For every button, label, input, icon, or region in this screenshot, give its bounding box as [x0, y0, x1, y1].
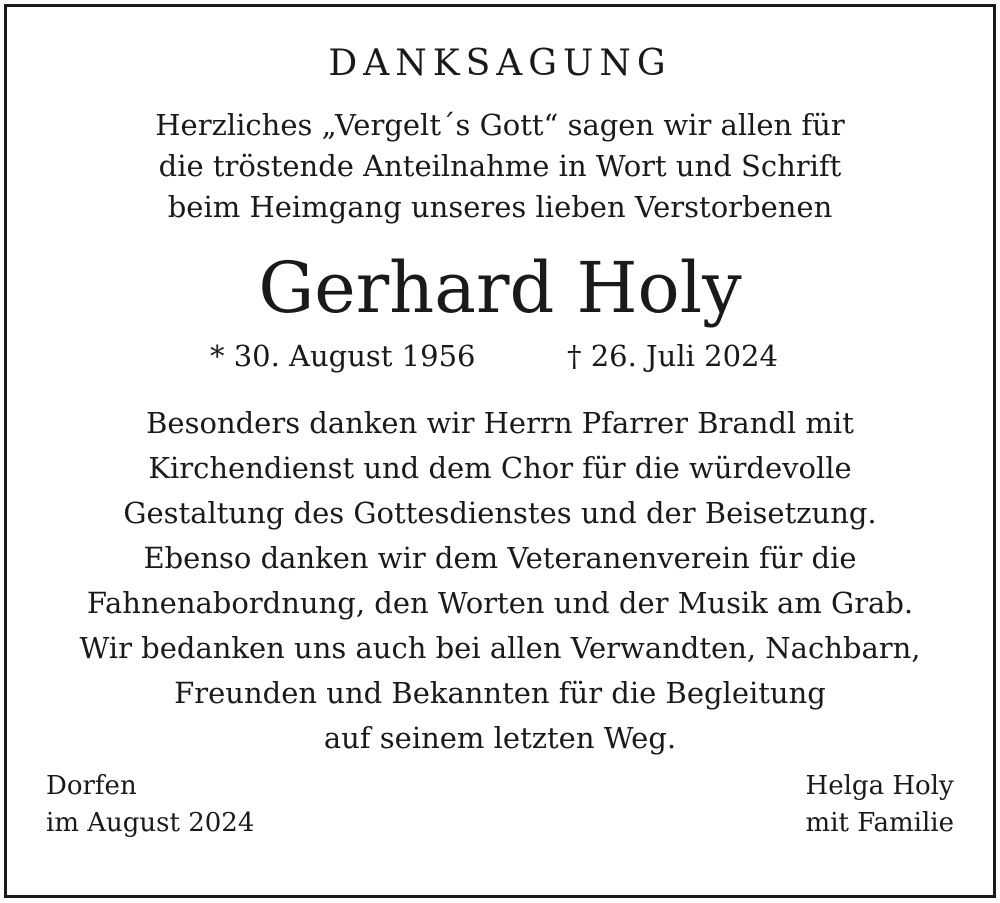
notice-heading: DANKSAGUNG	[328, 43, 672, 84]
thanks-line: Gestaltung des Gottesdienstes und der Beisetzung.	[123, 496, 877, 530]
death-date: † 26. Juli 2024	[567, 339, 778, 373]
thanks-line: Freunden und Bekannten für die Begleitung	[174, 676, 826, 710]
intro-line: beim Heimgang unseres lieben Verstorbenen	[167, 190, 833, 224]
intro-line: die tröstende Anteilnahme in Wort und Schrift	[158, 149, 842, 183]
thanks-line: Kirchendienst und dem Chor für die würdevolle	[148, 451, 852, 485]
deceased-name: Gerhard Holy	[258, 247, 742, 329]
thanks-text	[0, 401, 1000, 761]
signer-family: mit Familie	[805, 808, 954, 838]
place: Dorfen	[46, 771, 137, 801]
signer-name: Helga Holy	[805, 771, 954, 801]
intro-line: Herzliches „Vergelt´s Gott“ sagen wir allen für	[155, 108, 845, 142]
thanks-line: Fahnenabordnung, den Worten und der Musik am Grab.	[86, 586, 914, 620]
thanks-line: Ebenso danken wir dem Veteranenverein für die	[143, 541, 857, 575]
date: im August 2024	[46, 808, 255, 838]
thanks-line: Besonders danken wir Herrn Pfarrer Brandl mit	[146, 406, 854, 440]
thanks-line: auf seinem letzten Weg.	[323, 721, 677, 755]
birth-date: * 30. August 1956	[210, 339, 476, 373]
signature	[806, 768, 954, 842]
place-and-date	[46, 768, 254, 842]
intro-text	[0, 105, 1000, 228]
thanks-line: Wir bedanken uns auch bei allen Verwandten, Nachbarn,	[79, 631, 921, 665]
